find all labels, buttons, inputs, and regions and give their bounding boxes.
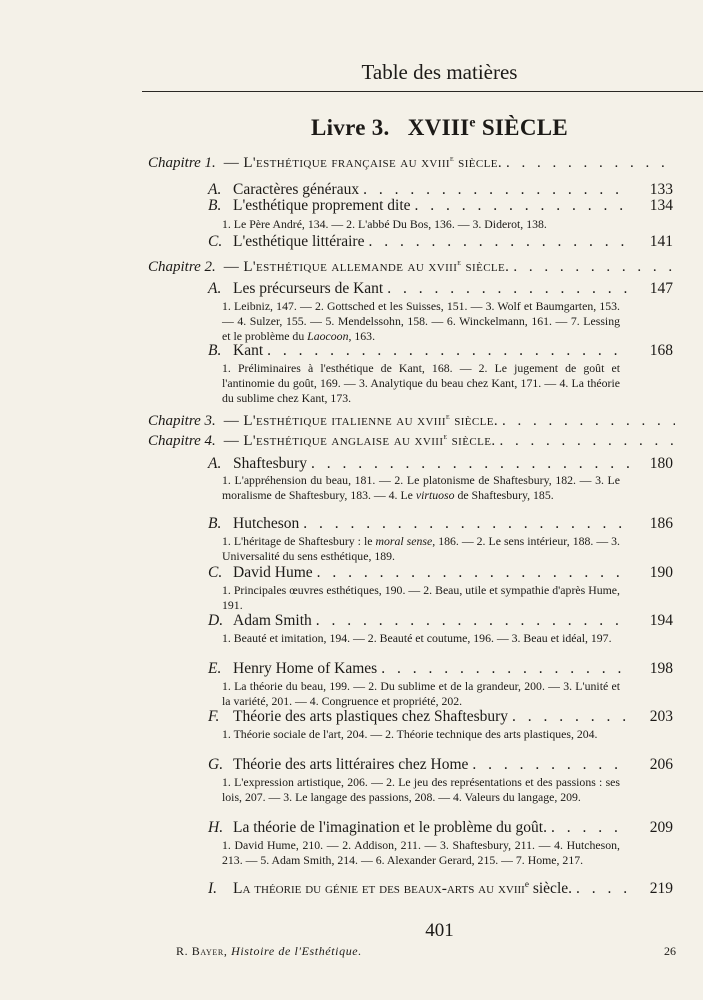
entry-title: Kant [233, 342, 264, 359]
page-header: Table des matières [361, 60, 518, 84]
chapter-title: — L'esthétique italienne au xviii$^e$ siècle. [223, 413, 499, 429]
entry-title: Les précurseurs de Kant [233, 280, 384, 297]
leader-dots [502, 413, 675, 430]
leader-dots [506, 155, 675, 172]
livre-century-word: SIÈCLE [481, 115, 569, 140]
chapter-4-heading [148, 433, 675, 450]
chapter-3-heading [148, 413, 675, 430]
toc-entry: A. Les précurseurs de Kant . . . 147 [208, 280, 673, 298]
chapter-label: Chapitre 4. [148, 433, 216, 449]
toc-entry: H. La théorie de l'imagination et le problème du goût. . . . 209 [208, 819, 673, 837]
entry-title: Théorie des arts littéraires chez Home [233, 756, 469, 773]
toc-entry: C. David Hume . . . 190 [208, 564, 673, 582]
entry-title: La théorie du génie et des beaux-arts au xviii$^e$ siècle. [233, 879, 573, 897]
page-number: 190 [649, 564, 673, 581]
leader-dots [499, 433, 675, 450]
page-number: 194 [649, 612, 673, 629]
toc-entry: E. Henry Home of Kames . . . 198 [208, 660, 673, 678]
entry-detail: 1. La théorie du beau, 199. — 2. Du sublime et de la grandeur, 200. — 3. L'unité et la variété, 201. — 4. Congruence et propriété, 202. [222, 679, 620, 708]
entry-detail: 1. Principales œuvres esthétiques, 190. — 2. Beau, utile et sympathie d'après Hume, 191. [222, 583, 620, 612]
footer-author-title [176, 944, 362, 959]
toc-entry: C. L'esthétique littéraire . . . 141 [208, 233, 673, 251]
toc-entry: B. Kant . . . 168 [208, 342, 673, 360]
page-number: 168 [649, 342, 673, 359]
entry-detail: 1. Préliminaires à l'esthétique de Kant, 168. — 2. Le jugement de goût et l'antinomie du goût, 169. — 3. Analytique du beau chez Kant, 171. — 4. La théorie du sublime chez Kant, 173. [222, 361, 620, 405]
page-number: 147 [649, 280, 673, 297]
chapter-title: — L'esthétique allemande au xviii$^e$ siècle. [223, 259, 510, 275]
entry-detail: 1. Le Père André, 134. — 2. L'abbé Du Bos, 136. — 3. Diderot, 138. [222, 217, 547, 231]
chapter-2-heading [148, 259, 675, 276]
entry-title: La théorie de l'imagination et le problème du goût. [233, 819, 547, 836]
footer-book: Histoire de l'Esthétique. [231, 944, 362, 958]
entry-detail: 1. L'héritage de Shaftesbury : le moral sense, 186. — 2. Le sens intérieur, 188. — 3. Universalité du sens esthétique, 189. [222, 534, 621, 563]
entry-detail: 1. L'appréhension du beau, 181. — 2. Le platonisme de Shaftesbury, 182. — 3. Le moralisme de Shaftesbury, 183. — 4. Le virtuoso de Shaftesbury, 185. [222, 473, 620, 502]
livre-title [0, 115, 703, 141]
page-number: 186 [649, 515, 673, 532]
entry-title: Caractères généraux [233, 181, 360, 198]
toc-entry: F. Théorie des arts plastiques chez Shaftesbury . . . 203 [208, 708, 673, 726]
chapter-label: Chapitre 1. [148, 155, 216, 171]
entry-detail: 1. Beauté et imitation, 194. — 2. Beauté et coutume, 196. — 3. Beau et idéal, 197. [222, 631, 612, 645]
chapter-label: Chapitre 2. [148, 259, 216, 275]
chapter-1-heading [148, 155, 675, 172]
page-folio: 401 [425, 920, 454, 941]
entry-title: Shaftesbury [233, 455, 308, 472]
page-number: 219 [649, 880, 673, 897]
livre-prefix: Livre 3. [310, 115, 390, 140]
header-rule [142, 91, 703, 92]
page-number: 180 [649, 455, 673, 472]
entry-title: Adam Smith [233, 612, 312, 629]
entry-title: L'esthétique proprement dite [233, 197, 411, 214]
entry-title: Théorie des arts plastiques chez Shaftesbury [233, 708, 509, 725]
footer-author: R. Bayer, [176, 944, 228, 958]
chapter-title: — L'esthétique française au xviii$^e$ siècle. [223, 155, 503, 171]
entry-detail: 1. David Hume, 210. — 2. Addison, 211. — 3. Shaftesbury, 211. — 4. Hutcheson, 213. — 5. Adam Smith, 214. — 6. Alexander Gerard, 215. — 7. Home, 217. [222, 838, 620, 867]
toc-entry: A. Shaftesbury . . . 180 [208, 455, 673, 473]
toc-entry: G. Théorie des arts littéraires chez Home . . . 206 [208, 756, 673, 774]
chapter-label: Chapitre 3. [148, 413, 216, 429]
toc-entry: A. Caractères généraux . . . 133 [208, 181, 673, 199]
page-number: 141 [649, 233, 673, 250]
page-number: 134 [649, 197, 673, 214]
entry-title: L'esthétique littéraire [233, 233, 365, 250]
livre-century: XVIII [407, 115, 470, 140]
entry-detail: 1. L'expression artistique, 206. — 2. Le jeu des représentations et des passions : ses lois, 207. — 3. Le langage des passions, 208. — 4. Valeurs du langage, 209. [222, 775, 620, 804]
page-number: 209 [649, 819, 673, 836]
footer-signature: 26 [664, 944, 676, 958]
toc-entry: B. Hutcheson . . . 186 [208, 515, 673, 533]
livre-century-sup: e [469, 114, 476, 130]
chapter-title: — L'esthétique anglaise au xviii$^e$ siècle. [223, 433, 496, 449]
toc-entry: I. La théorie du génie et des beaux-arts au xviii$^e$ siècle. . . . 219 [208, 880, 673, 898]
entry-detail: 1. Théorie sociale de l'art, 204. — 2. Théorie technique des arts plastiques, 204. [222, 727, 598, 741]
entry-title: Hutcheson [233, 515, 300, 532]
toc-entry: B. L'esthétique proprement dite . . . 134 [208, 197, 673, 215]
entry-detail: 1. Leibniz, 147. — 2. Gottsched et les Suisses, 151. — 3. Wolf et Baumgarten, 153. — 4. Sulzer, 155. — 5. Mendelssohn, 158. — 6. Winckelmann, 161. — 7. Lessing et le problème du Laocoon, 163. [222, 299, 620, 343]
page-number: 206 [649, 756, 673, 773]
leader-dots [513, 259, 675, 276]
page-number: 198 [649, 660, 673, 677]
page-number: 203 [649, 708, 673, 725]
entry-title: Henry Home of Kames [233, 660, 378, 677]
page-number: 133 [649, 181, 673, 198]
toc-entry: D. Adam Smith . . . 194 [208, 612, 673, 630]
entry-title: David Hume [233, 564, 313, 581]
